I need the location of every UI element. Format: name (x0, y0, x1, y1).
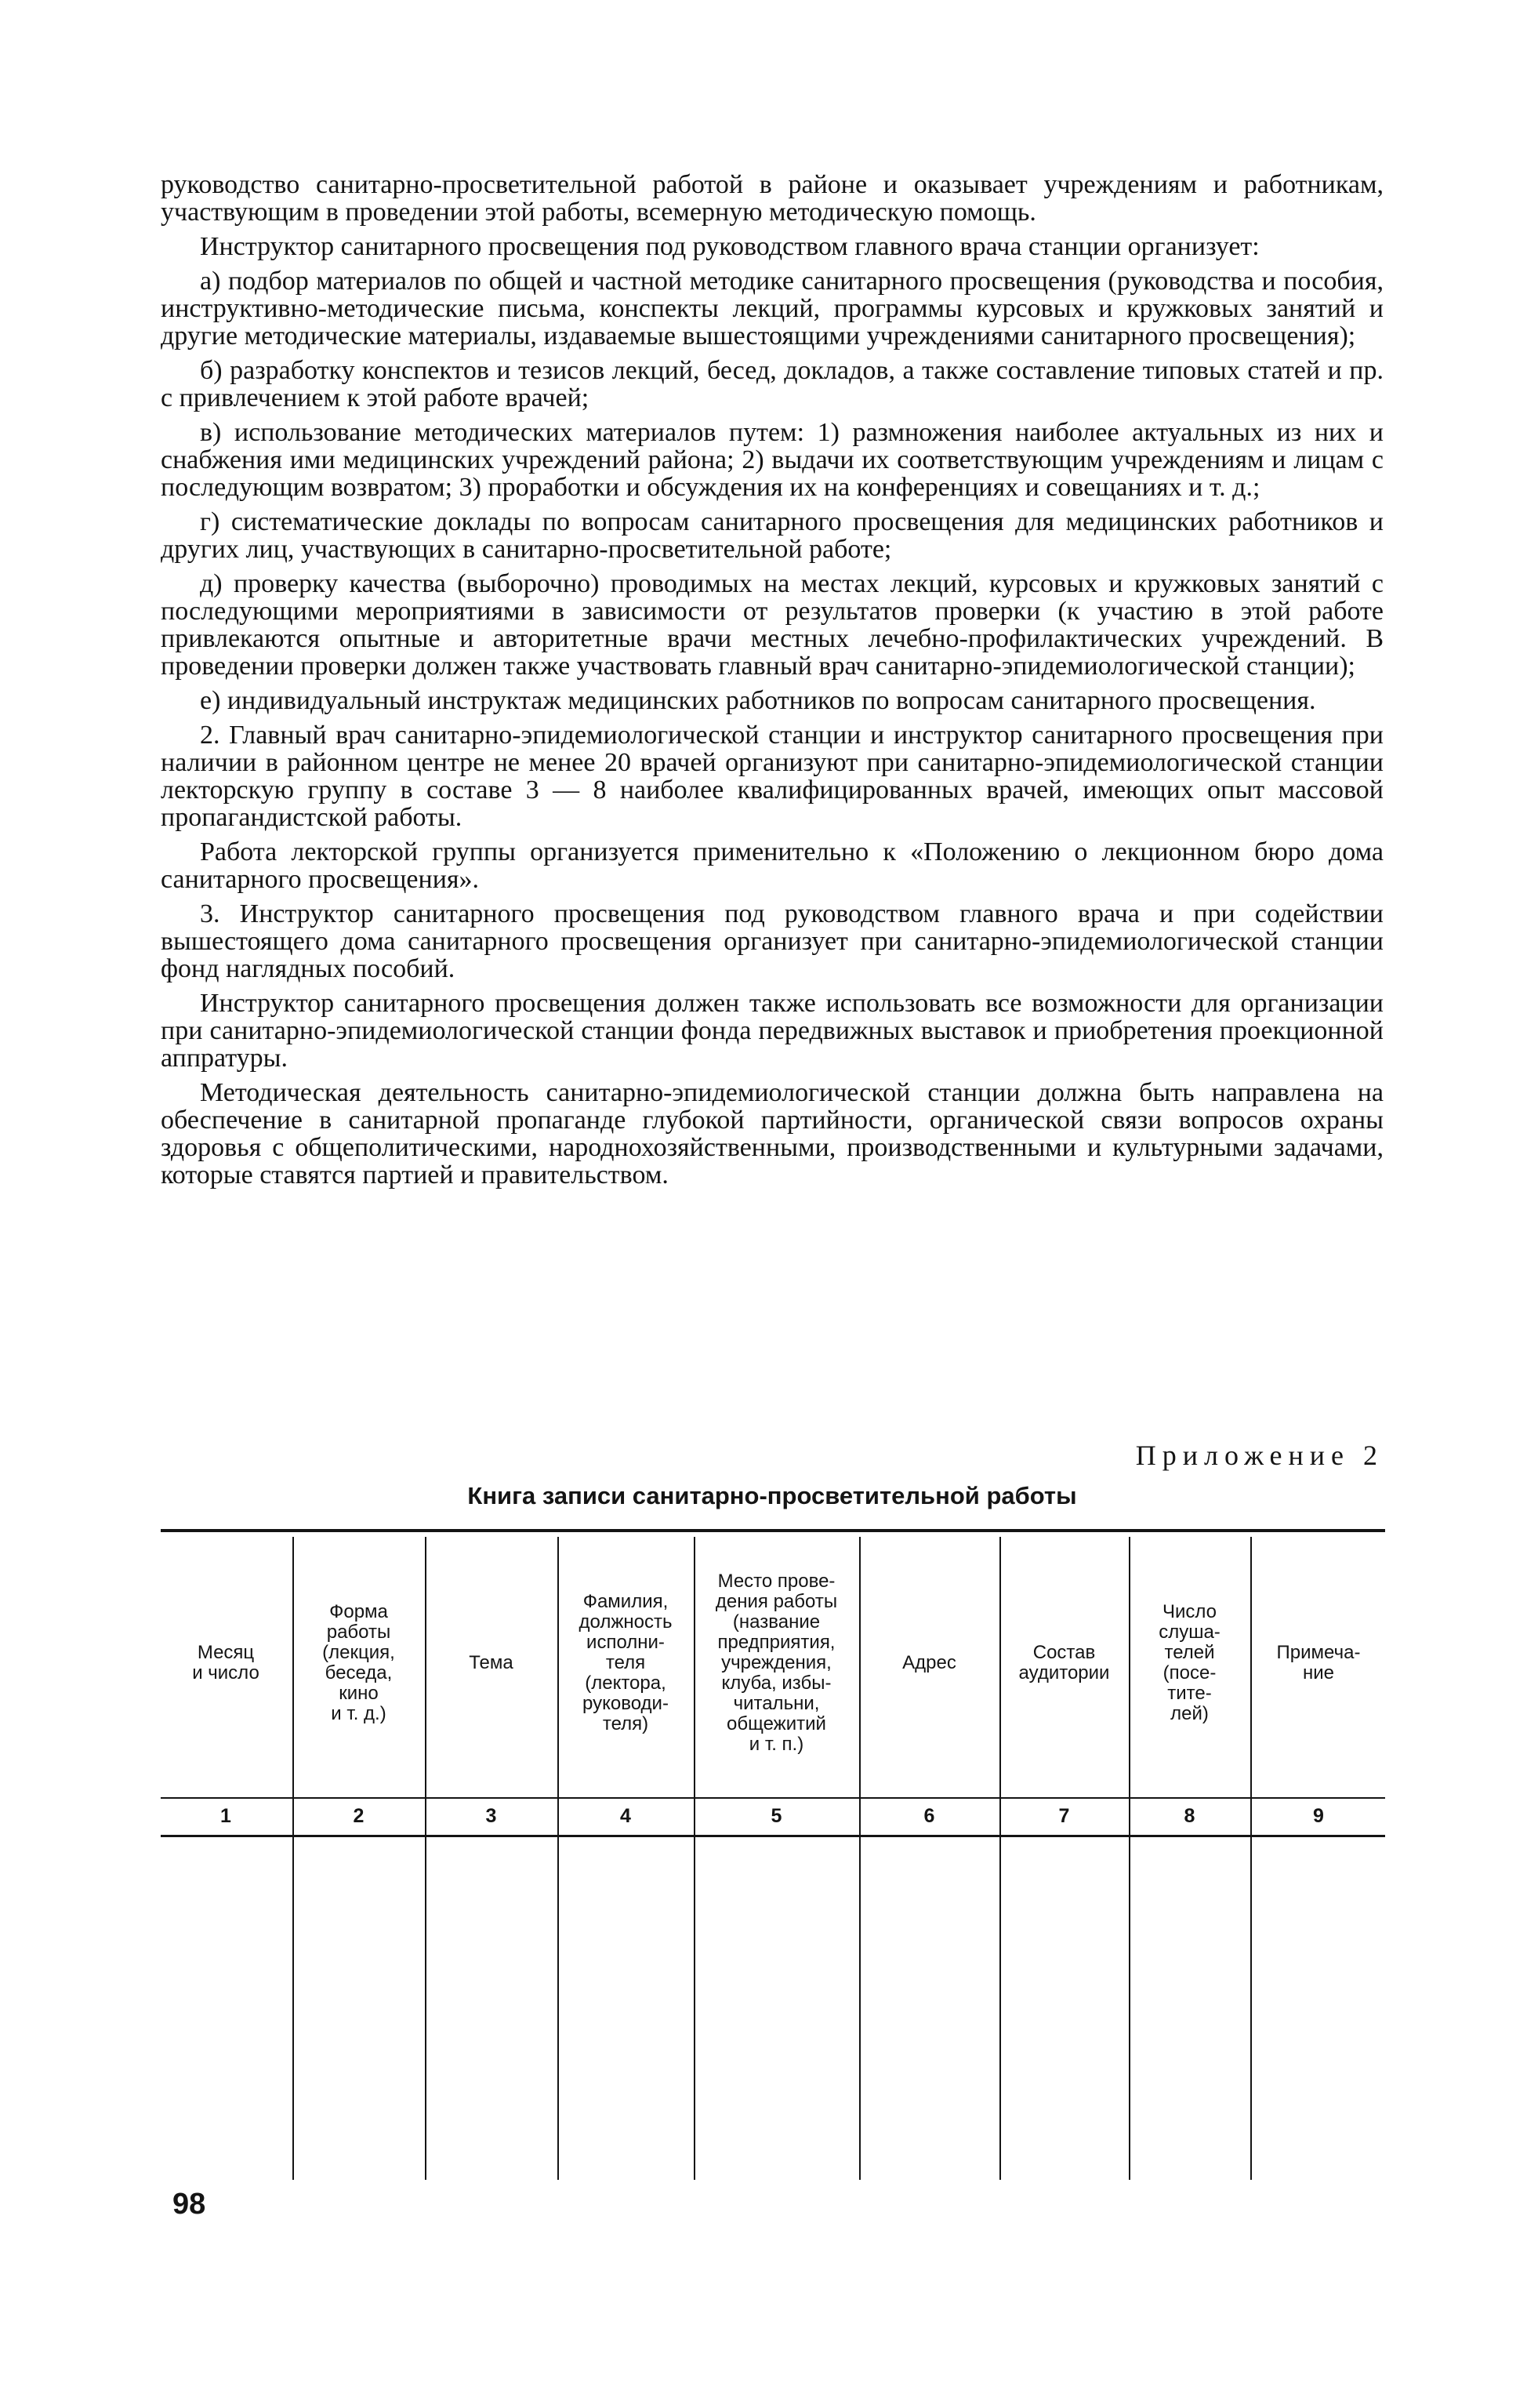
record-book-table (161, 1529, 1385, 2180)
header-cell-audience: Состав аудитории (1018, 1642, 1110, 1683)
paragraph: Методическая деятельность санитарно-эпидемиологической станции должна быть направлена на обеспечение в санитарной пропаганде глубокой партийности, органической связи вопросов охраны здоровья с общеполитическими, народнохозяйственными, производственными и культурными задачами, которые ставятся партией и правительством. (161, 1078, 1384, 1189)
paragraph: Инструктор санитарного просвещения должен также использовать все возможности для организации при санитарно-эпидемиологической станции фонда передвижных выставок и приобретения проекционной аппратуры. (161, 989, 1384, 1073)
column-number: 2 (353, 1804, 365, 1827)
number-row-rule (161, 1835, 1385, 1837)
header-cell-notes: Примеча- ние (1276, 1642, 1361, 1683)
column-number: 7 (1058, 1804, 1070, 1827)
column-number: 5 (771, 1804, 782, 1827)
header-cell-topic: Тема (469, 1652, 513, 1673)
header-bottom-rule (161, 1797, 1385, 1799)
paragraph: руководство санитарно-просветительной работой в районе и оказывает учреждениям и работникам, участвующим в проведении этой работы, всемерную методическую помощь. (161, 170, 1384, 227)
appendix-title: Книга записи санитарно-просветительной работы (467, 1482, 1077, 1509)
paragraph: д) проверку качества (выборочно) проводимых на местах лекций, курсовых и кружковых занятий с последующими мероприятиями в зависимости от результатов проверки (к участию в этой работе привлекаются опытные и авторитетные врачи местных лечебно-профилактических учреждений. В проведении проверки должен также участвовать главный врач санитарно-эпидемиологической станции); (161, 569, 1384, 681)
table-top-rule (161, 1529, 1385, 1532)
column-number: 4 (620, 1804, 631, 1827)
paragraph: г) систематические доклады по вопросам санитарного просвещения для медицинских работников и других лиц, участвующих в санитарно-просветительной работе; (161, 507, 1384, 564)
paragraph: е) индивидуальный инструктаж медицинских работников по вопросам санитарного просвещения. (200, 686, 1316, 715)
page-number: 98 (172, 2188, 206, 2221)
column-number: 3 (485, 1804, 497, 1827)
paragraph: 3. Инструктор санитарного просвещения под руководством главного врача и при содействии вышестоящего дома санитарного просвещения организует при санитарно-эпидемиологической станции фонд наглядных пособий. (161, 899, 1384, 983)
column-number: 9 (1313, 1804, 1324, 1827)
appendix-label: Приложение 2 (1135, 1440, 1384, 1471)
paragraph: Работа лекторской группы организуется применительно к «Положению о лекционном бюро дома санитарного просвещения». (161, 837, 1384, 894)
header-cell-work-form: Форма работы (лекция, беседа, кино и т. д.) (322, 1601, 395, 1724)
paragraph: 2. Главный врач санитарно-эпидемиологической станции и инструктор санитарного просвещения при наличии в районном центре не менее 20 врачей организуют при санитарно-эпидемиологической станции лекторскую группу в составе 3 — 8 наиболее квалифицированных врачей, имеющих опыт массовой пропагандистской работы. (161, 721, 1384, 832)
column-number: 8 (1184, 1804, 1195, 1827)
header-cell-date: Месяц и число (192, 1642, 259, 1683)
column-number: 1 (220, 1804, 231, 1827)
paragraph: в) использование методических материалов путем: 1) размножения наиболее актуальных из них и снабжения ими медицинских учреждений района; 2) выдачи их соответствующим учреждениям и лицам с последующим возвратом; 3) проработки и обсуждения их на конференциях и совещаниях и т. д.; (161, 418, 1384, 502)
header-cell-venue: Место прове- дения работы (название предприятия, учреждения, клуба, избы- читальни, общежитий и т. п.) (715, 1571, 838, 1755)
column-number: 6 (923, 1804, 935, 1827)
body-text (161, 171, 1384, 1196)
header-cell-listeners: Число слуша- телей (посе- тите- лей) (1159, 1601, 1221, 1724)
paragraph: Инструктор санитарного просвещения под руководством главного врача станции организует: (200, 232, 1260, 261)
header-cell-address: Адрес (902, 1652, 956, 1673)
paragraph: б) разработку конспектов и тезисов лекций, бесед, докладов, а также составление типовых статей и пр. с привлечением к этой работе врачей; (161, 356, 1384, 412)
header-cell-performer: Фамилия, должность исполни- теля (лектора, руководи- теля) (579, 1591, 673, 1734)
paragraph: а) подбор материалов по общей и частной методике санитарного просвещения (руководства и пособия, инструктивно-методические письма, конспекты лекций, программы курсовых и кружковых занятий и другие методические материалы, издаваемые вышестоящими учреждениями санитарного просвещения); (161, 267, 1384, 350)
